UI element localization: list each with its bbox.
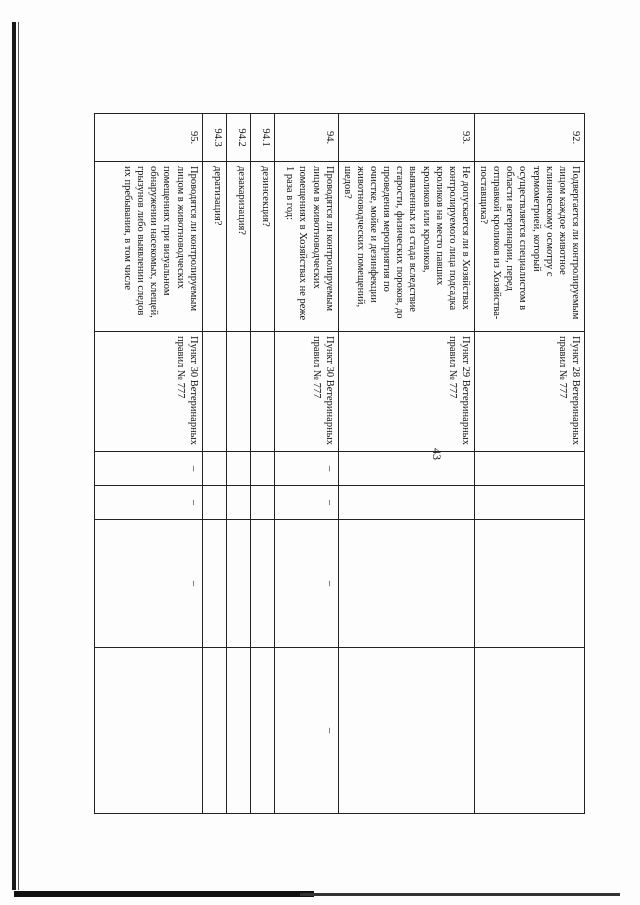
row-reference — [202, 332, 226, 452]
row-answer-na — [338, 520, 474, 648]
row-note: – — [274, 648, 338, 814]
row-question: дератизация? — [202, 162, 226, 332]
row-number: 92. — [475, 114, 585, 162]
row-answer-no: – — [274, 486, 338, 520]
scan-edge-left — [12, 22, 16, 890]
rotated-table-container — [75, 113, 585, 813]
row-answer-no — [250, 486, 274, 520]
row-reference — [250, 332, 274, 452]
row-answer-yes — [226, 452, 250, 486]
row-number: 95. — [94, 114, 202, 162]
row-answer-yes: – — [274, 452, 338, 486]
row-reference — [226, 332, 250, 452]
row-answer-no — [338, 486, 474, 520]
row-answer-na — [475, 520, 585, 648]
row-answer-yes — [202, 452, 226, 486]
row-answer-no — [475, 486, 585, 520]
row-question: Проводятся ли контролируемым лицом в животноводческих помещениях при визуальном обнаружении насекомых, клещей, грызунов либо выявлении следов их пребывания, в том числе — [94, 162, 202, 332]
row-reference: Пункт 30 Ветеринарных правил № 777 — [94, 332, 202, 452]
row-number: 94.2 — [226, 114, 250, 162]
table-row — [338, 114, 474, 814]
row-answer-no — [202, 486, 226, 520]
table-row — [250, 114, 274, 814]
row-note — [250, 648, 274, 814]
scan-edge-bottom-thin — [300, 893, 620, 896]
row-question: дезакаризация? — [226, 162, 250, 332]
checklist-table — [94, 113, 585, 814]
row-note — [475, 648, 585, 814]
row-answer-yes: – — [94, 452, 202, 486]
row-question: Не допускается ли в Хозяйствах контролируемого лица подсадка кроликов на место павших кроликов или кроликов, выявленных из стада вследствие старости, физических пороков, до проведения мероприятия по очистке, мойке и дезинфекции животноводческих помещений, шедов? — [338, 162, 474, 332]
table-row — [274, 114, 338, 814]
row-answer-yes — [338, 452, 474, 486]
row-question: Подвергается ли контролируемым лицом каждое животное клиническому осмотру с термометрией, который осуществляется специалистом в области ветеринарии, перед отправкой кроликов из Хозяйства-поставщика? — [475, 162, 585, 332]
row-number: 94. — [274, 114, 338, 162]
row-note — [202, 648, 226, 814]
row-note — [226, 648, 250, 814]
row-note — [338, 648, 474, 814]
page-number: 43 — [430, 448, 444, 460]
row-answer-na — [202, 520, 226, 648]
row-note — [94, 648, 202, 814]
table-row — [226, 114, 250, 814]
row-reference: Пункт 28 Ветеринарных правил № 777 — [475, 332, 585, 452]
scan-edge-bottom — [14, 891, 314, 897]
row-number: 94.1 — [250, 114, 274, 162]
row-answer-na: – — [94, 520, 202, 648]
row-question: Проводятся ли контролируемым лицом в животноводческих помещениях в Хозяйствах не реже 1 раза в год: — [274, 162, 338, 332]
row-question: дезинсекция? — [250, 162, 274, 332]
row-reference: Пункт 29 Ветеринарных правил № 777 — [338, 332, 474, 452]
row-answer-yes — [475, 452, 585, 486]
table-row — [202, 114, 226, 814]
row-answer-no — [226, 486, 250, 520]
row-number: 93. — [338, 114, 474, 162]
table-row — [94, 114, 202, 814]
row-answer-na — [250, 520, 274, 648]
row-reference: Пункт 30 Ветеринарных правил № 777 — [274, 332, 338, 452]
row-answer-na: – — [274, 520, 338, 648]
table-row — [475, 114, 585, 814]
row-answer-na — [226, 520, 250, 648]
scan-edge-line — [18, 22, 19, 890]
row-answer-yes — [250, 452, 274, 486]
row-answer-no: – — [94, 486, 202, 520]
row-number: 94.3 — [202, 114, 226, 162]
